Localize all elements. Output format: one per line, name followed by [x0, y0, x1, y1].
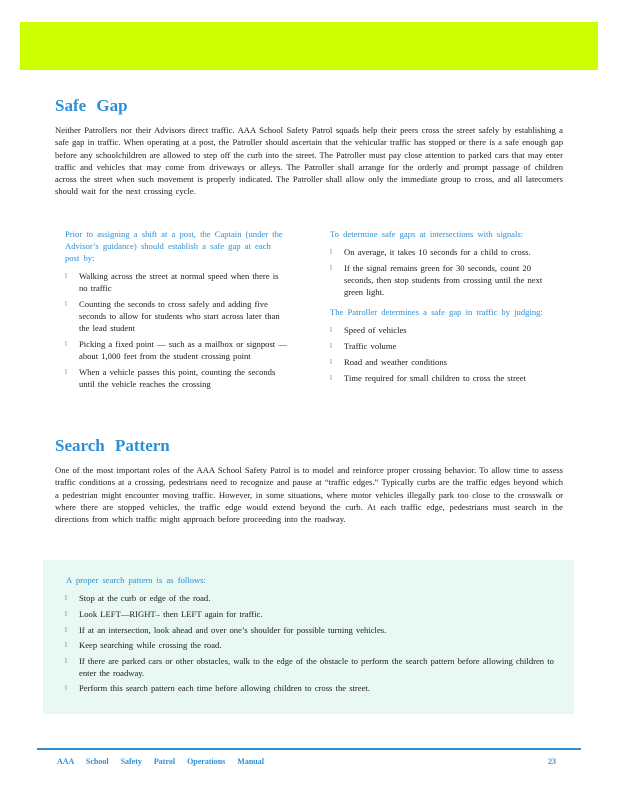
list-item: l Road and weather conditions: [330, 356, 562, 368]
list-item: l Traffic volume: [330, 340, 562, 352]
search-pattern-box: [43, 560, 574, 714]
footer-divider: [37, 748, 581, 750]
safe-gap-right-list-2: [330, 324, 562, 384]
safe-gap-left-list: [65, 270, 287, 390]
safe-gap-left-lead: Prior to assigning a shift at a post, the Captain (under the Advisor’s guidance) should establish a safe gap at each post by:: [65, 229, 283, 263]
list-item: l Perform this search pattern each time before allowing children to cross the street.: [65, 683, 555, 695]
list-item: l Counting the seconds to cross safely and adding five seconds to allow for students who start across later than the lead student: [65, 298, 287, 334]
search-pattern-box-lead: A proper search pattern is as follows:: [66, 575, 206, 585]
list-item: l Keep searching while crossing the road.: [65, 640, 555, 652]
safe-gap-right-lead-2: The Patroller determines a safe gap in traffic by judging:: [330, 307, 543, 317]
list-item: l If the signal remains green for 30 seconds, count 20 seconds, then stop students from crossing until the next green light.: [330, 262, 562, 298]
header-banner: [20, 22, 598, 70]
page-number: 23: [548, 757, 556, 766]
list-item: l Speed of vehicles: [330, 324, 562, 336]
safe-gap-paragraph: Neither Patrollers nor their Advisors direct traffic. AAA School Safety Patrol squads help their peers cross the street safely by establishing a safe gap in traffic. When operating at a post, the Patroller should ascertain that the vehicular traffic has stopped or there is a safe enough gap before any schoolchildren are allowed to step off the curb into the street. The Patroller must pay close attention to parked cars that may enter traffic and vehicles that may come from driveways or alleys. The Patroller shall arrange for the orderly and prompt passage of children across the street when such movement is properly indicated. The Patroller shall allow only the immediate group to cross, and all latecomers should wait for the next crossing cycle.: [55, 125, 563, 197]
footer-title: AAA School Safety Patrol Operations Manual: [57, 757, 264, 766]
safe-gap-heading: Safe Gap: [55, 96, 128, 115]
search-pattern-heading: Search Pattern: [55, 436, 170, 455]
list-item: l When a vehicle passes this point, counting the seconds until the vehicle reaches the crossing: [65, 366, 287, 390]
list-item: l Stop at the curb or edge of the road.: [65, 593, 555, 605]
safe-gap-right-list-1: [330, 246, 562, 298]
safe-gap-left-column: [65, 228, 287, 398]
list-item: l Time required for small children to cross the street: [330, 372, 562, 384]
search-pattern-list: [65, 593, 555, 699]
safe-gap-right-column: [330, 228, 562, 392]
list-item: l Walking across the street at normal speed when there is no traffic: [65, 270, 287, 294]
search-pattern-paragraph: One of the most important roles of the AAA School Safety Patrol is to model and reinforce proper crossing behavior. To allow time to assess traffic conditions at a crossing, pedestrians need to recognize and pause at “traffic edges.” Typically curbs are the traffic edges beyond which a pedestrian might encounter moving traffic. However, in some situations, where motor vehicles illegally park too close to the crosswalk or where there are stopped vehicles, the traffic edge would extend beyond the curb. At each traffic edge, pedestrians must search in the directions from which traffic might approach before proceeding into the roadway.: [55, 465, 563, 525]
list-item: l If at an intersection, look ahead and over one’s shoulder for possible turning vehicles.: [65, 625, 555, 637]
list-item: l If there are parked cars or other obstacles, walk to the edge of the obstacle to perform the search pattern before allowing children to enter the roadway.: [65, 656, 555, 679]
list-item: l Look LEFT—RIGHT– then LEFT again for traffic.: [65, 609, 555, 621]
safe-gap-right-lead-1: To determine safe gaps at intersections with signals:: [330, 229, 524, 239]
list-item: l Picking a fixed point — such as a mailbox or signpost — about 1,000 feet from the student crossing point: [65, 338, 287, 362]
list-item: l On average, it takes 10 seconds for a child to cross.: [330, 246, 562, 258]
